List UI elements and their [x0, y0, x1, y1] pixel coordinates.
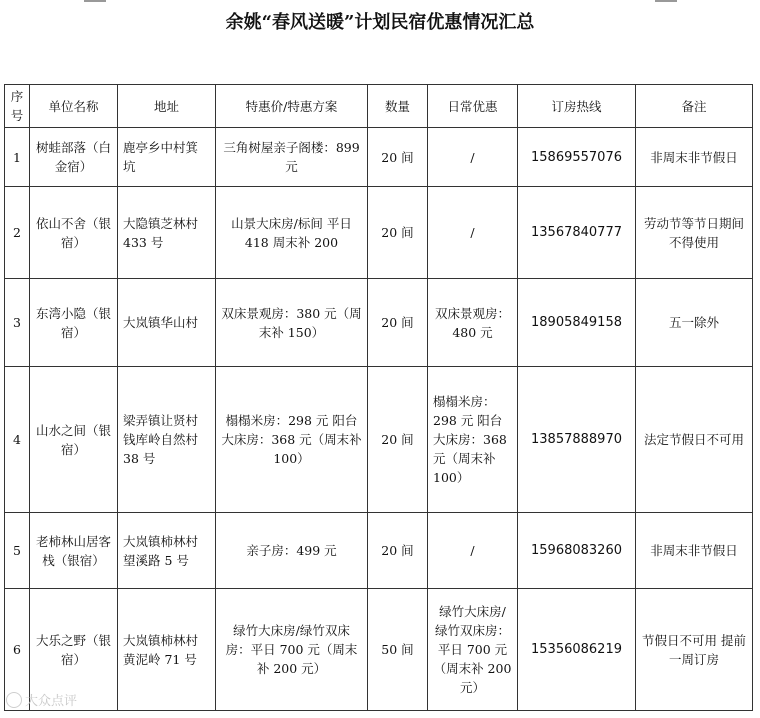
- table-row: [5, 128, 753, 187]
- cell-address: 大隐镇芝林村 433 号: [118, 187, 216, 279]
- cell-daily: /: [428, 128, 518, 187]
- cell-hotline: 13567840777: [518, 187, 636, 279]
- cell-daily: 榻榻米房：298 元 阳台大床房：368 元（周末补 100）: [428, 367, 518, 513]
- cell-hotline: 13857888970: [518, 367, 636, 513]
- cell-special: 亲子房：499 元: [216, 513, 368, 589]
- cell-qty: 20 间: [368, 187, 428, 279]
- cell-special: 绿竹大床房/绿竹双床房：平日 700 元（周末补 200 元）: [216, 589, 368, 711]
- top-rule-right: [655, 0, 677, 2]
- cell-hotline: 15869557076: [518, 128, 636, 187]
- cell-address: 鹿亭乡中村箕坑: [118, 128, 216, 187]
- cell-address: 梁弄镇让贤村钱库岭自然村 38 号: [118, 367, 216, 513]
- cell-daily: /: [428, 187, 518, 279]
- cell-note: 法定节假日不可用: [636, 367, 753, 513]
- cell-hotline: 18905849158: [518, 279, 636, 367]
- cell-no: 3: [5, 279, 30, 367]
- header-address: 地址: [118, 85, 216, 128]
- cell-daily: /: [428, 513, 518, 589]
- cell-note: 节假日不可用 提前一周订房: [636, 589, 753, 711]
- cell-address: 大岚镇柿林村黄泥岭 71 号: [118, 589, 216, 711]
- cell-qty: 20 间: [368, 367, 428, 513]
- cell-no: 5: [5, 513, 30, 589]
- header-note: 备注: [636, 85, 753, 128]
- cell-qty: 20 间: [368, 128, 428, 187]
- header-daily: 日常优惠: [428, 85, 518, 128]
- cell-special: 榻榻米房：298 元 阳台大床房：368 元（周末补 100）: [216, 367, 368, 513]
- cell-note: 非周末非节假日: [636, 128, 753, 187]
- cell-qty: 20 间: [368, 279, 428, 367]
- cell-daily: 绿竹大床房/绿竹双床房：平日 700 元（周末补 200 元）: [428, 589, 518, 711]
- header-name: 单位名称: [30, 85, 118, 128]
- cell-qty: 20 间: [368, 513, 428, 589]
- cell-daily: 双床景观房：480 元: [428, 279, 518, 367]
- header-hotline: 订房热线: [518, 85, 636, 128]
- cell-special: 三角树屋亲子阁楼：899 元: [216, 128, 368, 187]
- cell-name: 依山不舍（银宿）: [30, 187, 118, 279]
- cell-no: 4: [5, 367, 30, 513]
- table-row: [5, 513, 753, 589]
- cell-name: 山水之间（银宿）: [30, 367, 118, 513]
- cell-name: 老柿林山居客栈（银宿）: [30, 513, 118, 589]
- cell-note: 五一除外: [636, 279, 753, 367]
- watermark-text: 大众点评: [25, 694, 78, 709]
- top-rule-left: [84, 0, 106, 2]
- cell-no: 2: [5, 187, 30, 279]
- cell-note: 非周末非节假日: [636, 513, 753, 589]
- cell-no: 1: [5, 128, 30, 187]
- cell-hotline: 15968083260: [518, 513, 636, 589]
- table-row: [5, 589, 753, 711]
- cell-special: 双床景观房：380 元（周末补 150）: [216, 279, 368, 367]
- cell-note: 劳动节等节日期间不得使用: [636, 187, 753, 279]
- table-row: [5, 187, 753, 279]
- watermark: [6, 690, 77, 709]
- dianping-logo-icon: [6, 692, 22, 708]
- cell-no: 6: [5, 589, 30, 711]
- cell-qty: 50 间: [368, 589, 428, 711]
- header-special: 特惠价/特惠方案: [216, 85, 368, 128]
- cell-name: 东湾小隐（银宿）: [30, 279, 118, 367]
- header-no: 序号: [5, 85, 30, 128]
- cell-hotline: 15356086219: [518, 589, 636, 711]
- table-row: [5, 279, 753, 367]
- cell-name: 树蛙部落（白金宿）: [30, 128, 118, 187]
- page-title: 余姚“春风送暖”计划民宿优惠情况汇总: [225, 12, 535, 33]
- header-row: [5, 85, 753, 128]
- cell-special: 山景大床房/标间 平日 418 周末补 200: [216, 187, 368, 279]
- table-row: [5, 367, 753, 513]
- cell-address: 大岚镇华山村: [118, 279, 216, 367]
- discount-table: [4, 84, 753, 711]
- cell-name: 大乐之野（银宿）: [30, 589, 118, 711]
- header-qty: 数量: [368, 85, 428, 128]
- cell-address: 大岚镇柿林村望溪路 5 号: [118, 513, 216, 589]
